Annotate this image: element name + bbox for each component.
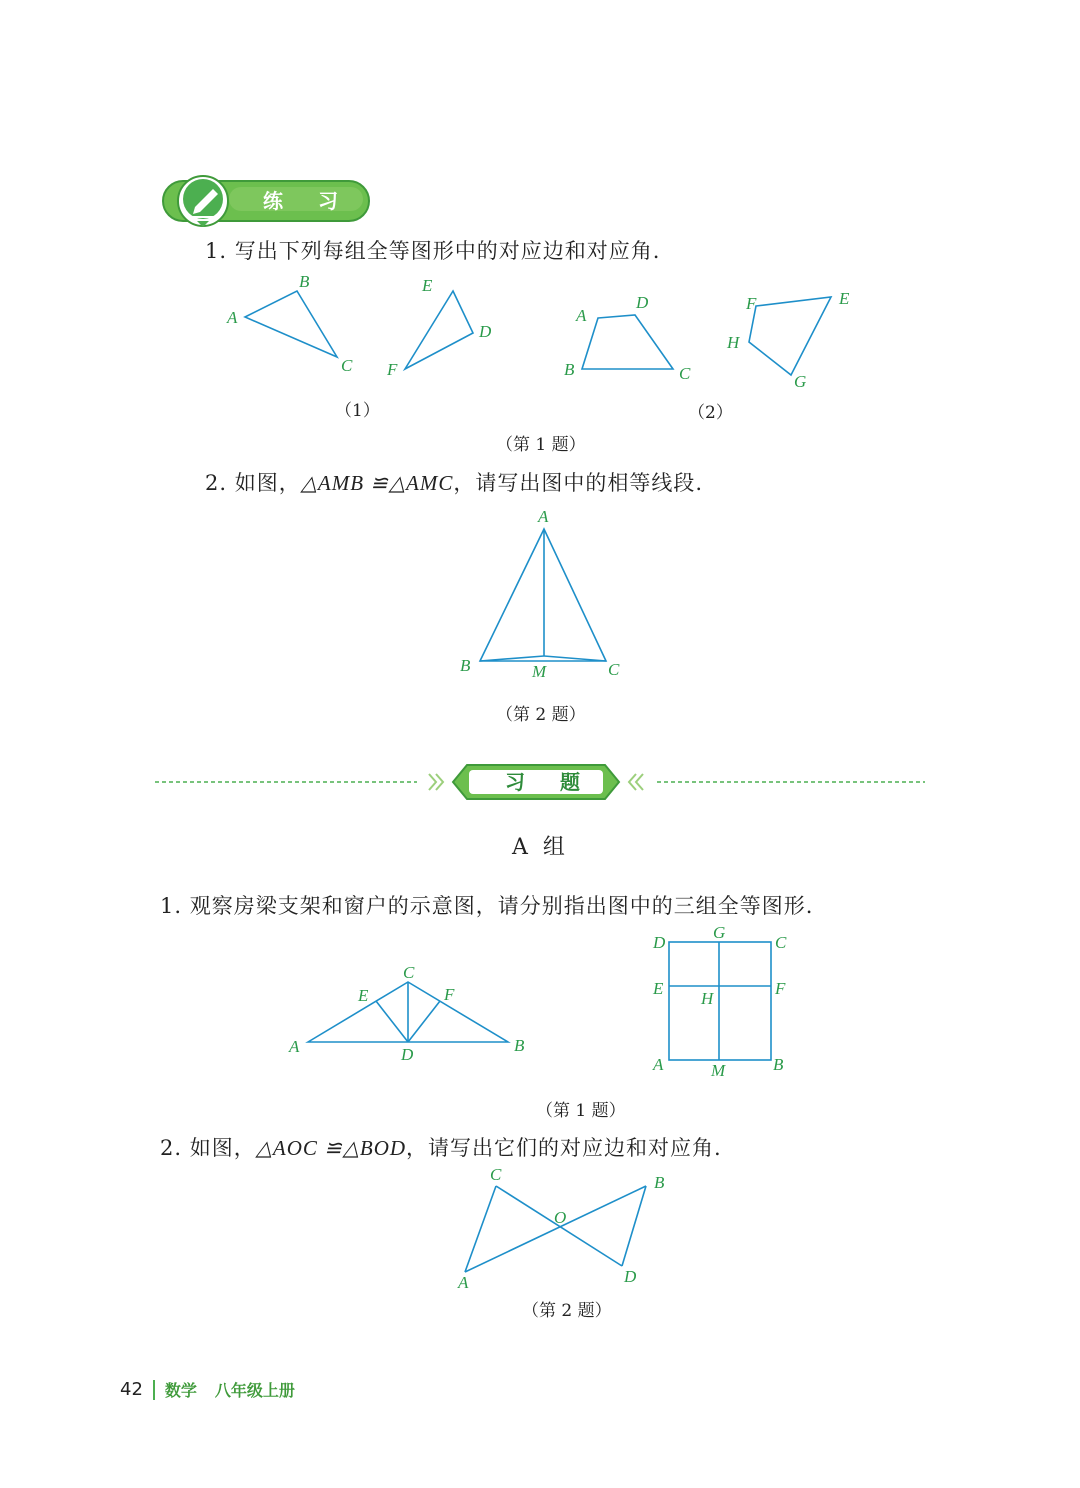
exercise-q1 [160,890,813,920]
exercise-q2-caption: （第 2 题） [522,1301,612,1321]
label-d2: D [636,293,649,312]
segment-ed [376,1001,408,1042]
practice-q2-prefix: 如图， [234,471,301,495]
segment-bd [622,1186,646,1266]
label-a: A [227,308,238,327]
practice-q1-number: 1. [205,239,228,263]
label-m3: M [532,662,547,681]
label-a2: A [576,306,587,325]
label-e5: E [653,979,664,998]
practice-q1-figure1 [215,265,515,390]
label-f2: F [746,294,757,313]
label-d6: D [624,1267,637,1286]
window-frame [669,942,771,1060]
exercise-q1-text: 观察房梁支架和窗户的示意图，请分别指出图中的三组全等图形. [189,894,814,918]
label-c4: C [403,963,415,982]
footer-divider [153,1380,155,1400]
practice-q1-caption: （第 1 题） [496,435,586,455]
label-f: F [387,360,398,379]
practice-q1-sub2: （2） [688,403,733,423]
label-g2: G [794,372,807,391]
practice-q2-caption: （第 2 题） [496,705,586,725]
exercise-q2-expr: △AOC ≌△BOD [255,1136,407,1160]
label-b2: B [564,360,575,379]
exercise-q2-prefix: 如图， [189,1136,256,1160]
window-figure [645,922,805,1082]
quad-adcb [582,315,673,369]
label-e2: E [839,289,850,308]
exercise-divider [155,762,925,804]
label-g5: G [713,923,726,942]
label-a4: A [289,1037,300,1056]
label-e4: E [358,986,369,1005]
page-footer [120,1378,295,1401]
practice-q2 [205,467,703,497]
label-c: C [341,356,353,375]
practice-q1-figure2 [555,283,865,393]
exercise-q1-caption: （第 1 题） [536,1101,626,1121]
triangle-abc-outer [480,529,606,661]
label-d: D [479,322,492,341]
label-d4: D [401,1045,414,1064]
label-a3: A [538,507,549,526]
bowtie-figure [450,1162,680,1294]
triangle-abc [245,291,337,357]
label-h2: H [727,333,740,352]
exercise-q2 [160,1132,722,1162]
practice-q1 [205,235,660,265]
label-a5: A [653,1055,664,1074]
label-b: B [299,272,310,291]
exercise-q1-number: 1. [160,894,183,918]
label-m5: M [711,1061,726,1080]
exercise-badge-label: 习 题 [505,770,594,794]
label-a6: A [458,1273,469,1292]
label-d5: D [653,933,666,952]
practice-q2-number: 2. [205,471,228,495]
practice-q2-suffix: ，请写出图中的相等线段. [453,471,704,495]
practice-q2-figure [450,505,640,685]
practice-q2-expr: △AMB ≌△AMC [300,471,454,495]
label-c6: C [490,1165,502,1184]
chevron-right-icon [429,774,436,790]
label-f4: F [444,985,455,1004]
label-c3: C [608,660,620,679]
exercise-q2-suffix: ，请写出它们的对应边和对应角. [406,1136,722,1160]
group-heading: A 组 [512,835,569,860]
practice-q1-sub1: （1） [335,401,380,421]
footer-grade: 八年级上册 [214,1381,295,1400]
roof-truss-figure [280,960,540,1070]
label-o6: O [554,1208,567,1227]
label-h5: H [701,989,714,1008]
exercise-q2-number: 2. [160,1136,183,1160]
label-c5: C [775,933,787,952]
segment-fd [408,1001,440,1042]
footer-subject: 数学 [164,1381,197,1400]
label-e: E [422,276,433,295]
page-number: 42 [120,1379,143,1400]
triangle-edf [405,291,473,369]
label-b5: B [773,1055,784,1074]
label-b4: B [514,1036,525,1055]
practice-q1-text: 写出下列每组全等图形中的对应边和对应角. [234,239,661,263]
practice-badge-label: 练 习 [263,189,352,213]
practice-badge [155,175,375,227]
label-b3: B [460,656,471,675]
label-f5: F [775,979,786,998]
label-b6: B [654,1173,665,1192]
label-c2: C [679,364,691,383]
quad-fegh [749,297,831,375]
